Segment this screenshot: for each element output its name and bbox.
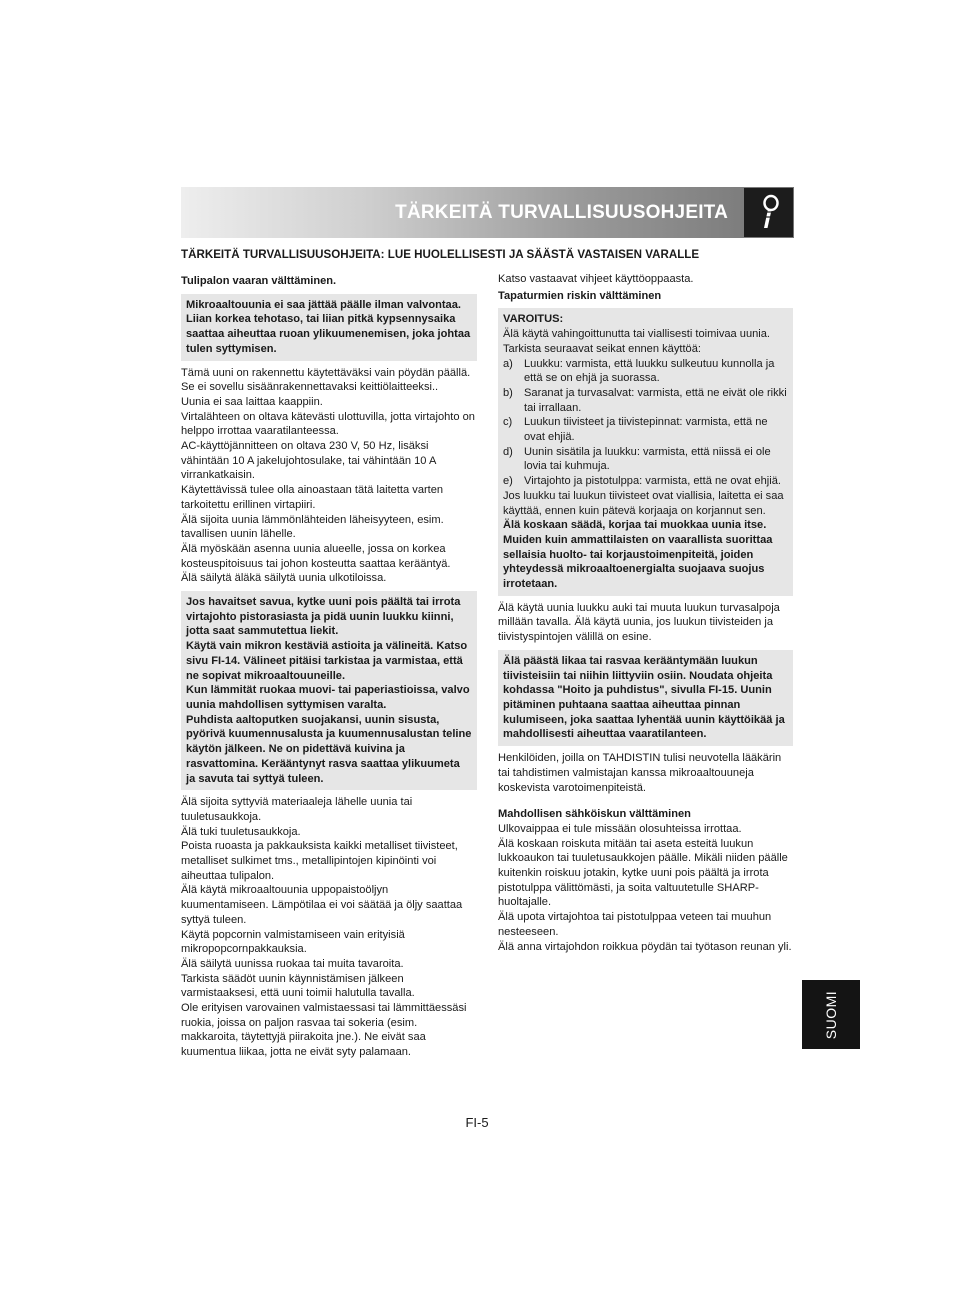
language-label: SUOMI xyxy=(823,990,839,1039)
box-paragraph: Puhdista aaltoputken suojakansi, uunin sisusta, pyörivä kuumennusalusta ja kuumennusalustan teline käytön jälkeen. Ne on pidettävä kuivina ja rasvattomina. Kerääntynyt rasva saattaa ylikuumeta ja savuta tai syttyä tuleen. xyxy=(186,713,472,785)
right-column xyxy=(498,272,793,954)
list-label: d) xyxy=(503,445,513,458)
list-text: Luukun tiivisteet ja tiivistepinnat: varmista, että ne ovat ehjiä. xyxy=(524,416,768,444)
paragraph: Älä myöskään asenna uunia alueelle, jossa on korkea kosteuspitoisuus tai johon kosteutta saattaa kerääntyä. xyxy=(181,542,451,570)
paragraph: Älä sijoita syttyviä materiaaleja lähelle uunia tai tuuletusaukkoja. xyxy=(181,796,413,823)
smoke-warning-box xyxy=(181,591,477,790)
left-column xyxy=(181,272,477,1060)
list-text: Uunin sisätila ja luukku: varmista, että niissä ei ole lovia tai kuhmuja. xyxy=(524,445,771,473)
paragraph: Älä tuki tuuletusaukkoja. xyxy=(181,825,301,838)
paragraph: Ulkovaippaa ei tule missään olosuhteissa irrottaa. xyxy=(498,822,742,835)
box-paragraph: Kun lämmität ruokaa muovi- tai paperiastioissa, valvo uunia mahdollisen syttymisen varalta. xyxy=(186,684,470,711)
list-label: b) xyxy=(503,386,513,399)
paragraph: Tämä uuni on rakennettu käytettäväksi vain pöydän päällä. Se ei sovellu sisäänrakennettavaksi keittiölaitteeksi.. xyxy=(181,366,471,394)
paragraph: Älä säilytä äläkä säilytä uunia ulkotiloissa. xyxy=(181,572,387,585)
list-label: e) xyxy=(503,475,513,488)
language-tab xyxy=(802,980,860,1049)
warning-bold: Älä koskaan säädä, korjaa tai muokkaa uunia itse. Muiden kuin ammattilaisten on vaarallista suorittaa sellaisia huolto- tai korjaustoimenpiteitä, joiden yhteydessä mikroaaltoenergialta suojaava suojus irrotetaan. xyxy=(503,519,773,591)
dirt-warning-box xyxy=(498,650,793,746)
paragraph: Tarkista säädöt uunin käynnistämisen jälkeen varmistaaksesi, että uuni toimii halutulla tavalla. xyxy=(181,972,415,1000)
section-title: TÄRKEITÄ TURVALLISUUSOHJEITA xyxy=(395,202,728,223)
box-paragraph: Jos havaitset savua, kytke uuni pois päältä tai irrota virtajohto pistorasiasta ja pidä uunin luukku kiinni, jotta saat sammutettua liekit. xyxy=(186,596,461,638)
pointing-hand-icon xyxy=(744,188,793,237)
list-item xyxy=(503,357,788,386)
paragraph: Virtalähteen on oltava kätevästi ulottuvilla, jotta virtajohto on helppo irrottaa vaaratilanteessa. xyxy=(181,410,475,438)
list-text: Virtajohto ja pistotulppa: varmista, että ne ovat ehjiä. xyxy=(524,475,781,488)
warning-note: Jos luukku tai luukun tiivisteet ovat viallisia, laitetta ei saa käyttää, ennen kuin pätevä korjaaja on korjannut sen. xyxy=(503,489,784,517)
paragraph: Katso vastaavat vihjeet käyttöoppaasta. xyxy=(498,273,694,285)
list-label: c) xyxy=(503,416,513,429)
paragraph: Älä käytä mikroaaltouunia uppopaistoöljyn kuumentamiseen. Lämpötilaa ei voi säätää ja öljy saattaa syttyä tuleen. xyxy=(181,884,463,926)
page-number: FI-5 xyxy=(465,1115,489,1130)
paragraph: Älä koskaan roiskuta mitään tai aseta esteitä luukun lukkoaukon tai tuuletusaukkojen päälle. Mikäli niiden päälle kuitenkin roiskuu jotakin, kytke uuni pois päältä ja irrota pistotulppa välittömästi, ja soita valtuutetulle SHARP-huoltajalle. xyxy=(498,837,788,909)
list-text: Saranat ja turvasalvat: varmista, että ne eivät ole rikki tai irrallaan. xyxy=(524,386,787,414)
warning-title: VAROITUS: xyxy=(503,313,564,326)
unattended-warning-box xyxy=(181,294,477,361)
paragraph: Älä käytä uunia luukku auki tai muuta luukun turvasalpoja millään tavalla. Älä käytä uunia, jos luukun tiivisteiden ja tiivistyspintojen välillä on esine. xyxy=(498,601,780,644)
paragraph: Älä sijoita uunia lämmönlähteiden läheisyyteen, esim. tavallisen uunin lähelle. xyxy=(181,513,444,541)
section-header xyxy=(181,187,794,238)
paragraph: AC-käyttöjännitteen on oltava 230 V, 50 Hz, lisäksi vähintään 10 A jakelujohtosulake, tai vähintään 10 A virrankatkaisin. xyxy=(181,440,436,482)
paragraph: Älä anna virtajohdon roikkua pöydän tai työtason reunan yli. xyxy=(498,940,792,953)
list-label: a) xyxy=(503,357,513,370)
fire-heading: Tulipalon vaaran välttäminen. xyxy=(181,275,337,287)
paragraph: Käytettävissä tulee olla ainoastaan tätä laitetta varten tarkoitettu erillinen virtapiiri. xyxy=(181,484,444,511)
paragraph: Poista ruoasta ja pakkauksista kaikki metalliset tiivisteet, metalliset sulkimet tms., metallipintojen kipinöinti voi aiheuttaa tulipalon. xyxy=(181,840,458,882)
paragraph: Uunia ei saa laittaa kaappiin. xyxy=(181,395,323,408)
list-item xyxy=(503,474,788,489)
paragraph: Ole erityisen varovainen valmistaessasi tai lämmittäessäsi ruokia, joissa on paljon rasvaa tai sokeria (esim. makkaroita, täytettyjä piirakoita jne.). Ne eivät saa kuumentua liikaa, jotta ne eivät syty palamaan. xyxy=(181,1002,467,1059)
warning-intro: Älä käytä vahingoittunutta tai viallisesti toimivaa uunia. Tarkista seuraavat seikat ennen käyttöä: xyxy=(503,328,771,355)
list-item xyxy=(503,386,788,415)
injury-heading: Tapaturmien riskin välttäminen xyxy=(498,289,662,302)
paragraph: Älä säilytä uunissa ruokaa tai muita tavaroita. xyxy=(181,957,404,970)
dirt-warning: Älä päästä likaa tai rasvaa kerääntymään luukun tiivisteisiin tai niihin liittyviin osiin. Noudata ohjeita kohdassa "Hoito ja puhdistus", sivulla FI-15. Uunin pitäminen puhtaana saattaa aiheuttaa pinnan kulumiseen, joka saattaa lyhentää uunin käyttöikää ja mahdollisesti aiheuttaa vaaratilanteen. xyxy=(503,654,785,741)
list-text: Luukku: varmista, että luukku sulkeutuu kunnolla ja että se on ehjä ja suorassa. xyxy=(524,357,775,385)
unattended-warning: Mikroaaltouunia ei saa jättää päälle ilman valvontaa. Liian korkea tehotaso, tai liian pitkä kypsennysaika saattaa aiheuttaa ruoan ylikuumenemisen, joka johtaa tulen syttymisen. xyxy=(186,298,471,355)
document-subtitle: TÄRKEITÄ TURVALLISUUSOHJEITA: LUE HUOLELLISESTI JA SÄÄSTÄ VASTAISEN VARALLE xyxy=(181,248,700,261)
box-paragraph: Käytä vain mikron kestäviä astioita ja välineitä. Katso sivu FI-14. Välineet pitäisi tarkistaa ja varmistaa, että ne sopivat mikroaaltouuneille. xyxy=(186,640,468,682)
paragraph: Älä upota virtajohtoa tai pistotulppaa veteen tai muuhun nesteeseen. xyxy=(498,911,772,938)
paragraph: Käytä popcornin valmistamiseen vain erityisiä mikropopcornpakkauksia. xyxy=(181,928,405,956)
list-item xyxy=(503,415,788,444)
paragraph: Henkilöiden, joilla on TAHDISTIN tulisi neuvotella lääkärin tai tahdistimen valmistajan kanssa mikroaaltouuneja koskevista varotoimenpiteistä. xyxy=(498,752,782,794)
warning-box xyxy=(498,308,793,595)
list-item xyxy=(503,445,788,474)
shock-heading: Mahdollisen sähköiskun välttäminen xyxy=(498,808,691,821)
